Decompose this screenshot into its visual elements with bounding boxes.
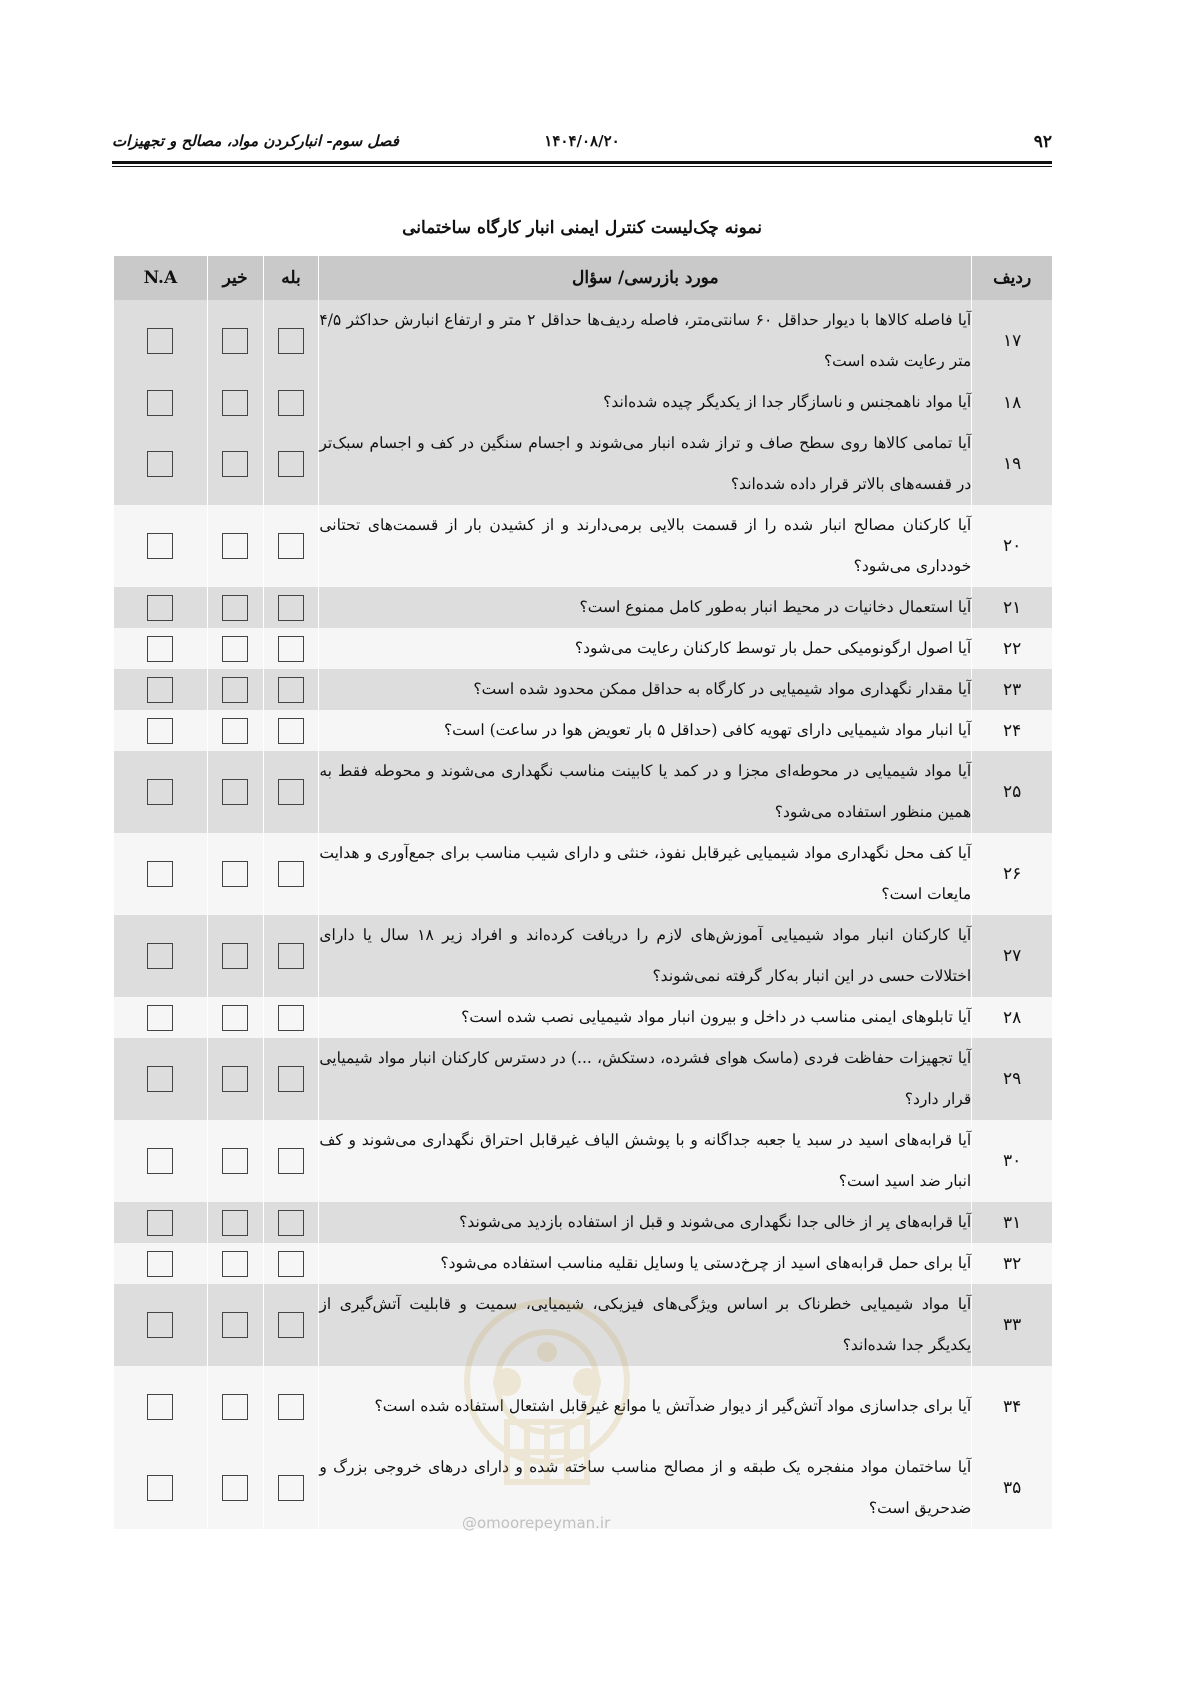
checkbox-no[interactable] [222, 1312, 248, 1338]
cell-na [114, 300, 207, 382]
checkbox-yes[interactable] [278, 328, 304, 354]
watermark-url: @omoorepeyman.ir [462, 1514, 611, 1532]
cell-na [114, 751, 207, 833]
cell-na [114, 669, 207, 710]
cell-yes [263, 833, 319, 915]
table-row [114, 669, 1052, 710]
cell-no [207, 1120, 263, 1202]
cell-na [114, 1366, 207, 1447]
table-row [114, 1038, 1052, 1120]
cell-no [207, 997, 263, 1038]
checkbox-yes[interactable] [278, 1312, 304, 1338]
cell-yes [263, 1243, 319, 1284]
checkbox-no[interactable] [222, 1066, 248, 1092]
table-row [114, 997, 1052, 1038]
checkbox-na[interactable] [147, 533, 173, 559]
question-text: آیا استعمال دخانیات در محیط انبار به‌طور کامل ممنوع است؟ [319, 587, 972, 628]
checkbox-na[interactable] [147, 1005, 173, 1031]
row-number: ۲۳ [972, 669, 1052, 710]
cell-no [207, 423, 263, 505]
cell-no [207, 1202, 263, 1243]
checkbox-yes[interactable] [278, 718, 304, 744]
question-text: آیا فاصله کالاها با دیوار حداقل ۶۰ سانتی‌متر، فاصله ردیف‌ها حداقل ۲ متر و ارتفاع انبارش حداکثر ۴/۵ متر رعایت شده است؟ [319, 300, 972, 382]
cell-no [207, 587, 263, 628]
checkbox-no[interactable] [222, 677, 248, 703]
row-number: ۳۴ [972, 1366, 1052, 1447]
question-text: آیا تجهیزات حفاظت فردی (ماسک هوای فشرده، دستکش، ...) در دسترس کارکنان انبار مواد شیمیایی قرار دارد؟ [319, 1038, 972, 1120]
cell-na [114, 1038, 207, 1120]
table-row [114, 751, 1052, 833]
question-text: آیا تابلوهای ایمنی مناسب در داخل و بیرون انبار مواد شیمیایی نصب شده است؟ [319, 997, 972, 1038]
cell-na [114, 1284, 207, 1366]
cell-na [114, 833, 207, 915]
checkbox-yes[interactable] [278, 779, 304, 805]
checkbox-na[interactable] [147, 1475, 173, 1501]
question-text: آیا قرابه‌های اسید در سبد یا جعبه جداگانه و با پوشش الیاف غیرقابل احتراق نگهداری می‌شوند و کف انبار ضد اسید است؟ [319, 1120, 972, 1202]
checkbox-no[interactable] [222, 779, 248, 805]
checkbox-na[interactable] [147, 779, 173, 805]
cell-na [114, 1243, 207, 1284]
cell-yes [263, 751, 319, 833]
checkbox-yes[interactable] [278, 1475, 304, 1501]
table-row [114, 1366, 1052, 1447]
header-question: مورد بازرسی/ سؤال [319, 256, 972, 300]
question-text: آیا قرابه‌های پر از خالی جدا نگهداری می‌شوند و قبل از استفاده بازدید می‌شوند؟ [319, 1202, 972, 1243]
cell-yes [263, 915, 319, 997]
checkbox-na[interactable] [147, 451, 173, 477]
cell-yes [263, 382, 319, 423]
cell-yes [263, 1447, 319, 1529]
question-text: آیا برای حمل قرابه‌های اسید از چرخ‌دستی یا وسایل نقلیه مناسب استفاده می‌شود؟ [319, 1243, 972, 1284]
row-number: ۱۸ [972, 382, 1052, 423]
checkbox-yes[interactable] [278, 943, 304, 969]
table-row [114, 505, 1052, 587]
checkbox-no[interactable] [222, 390, 248, 416]
cell-na [114, 423, 207, 505]
row-number: ۳۵ [972, 1447, 1052, 1529]
checkbox-yes[interactable] [278, 861, 304, 887]
header-date: ۱۴۰۴/۰۸/۲۰ [544, 132, 620, 150]
checkbox-yes[interactable] [278, 636, 304, 662]
question-text: آیا مواد ناهمجنس و ناسازگار جدا از یکدیگر چیده شده‌اند؟ [319, 382, 972, 423]
row-number: ۲۸ [972, 997, 1052, 1038]
row-number: ۱۹ [972, 423, 1052, 505]
checkbox-no[interactable] [222, 861, 248, 887]
cell-yes [263, 669, 319, 710]
cell-yes [263, 300, 319, 382]
table-row [114, 300, 1052, 382]
checkbox-na[interactable] [147, 1251, 173, 1277]
header-no: خیر [207, 256, 263, 300]
header-rule-thin [112, 166, 1052, 167]
cell-yes [263, 997, 319, 1038]
checkbox-na[interactable] [147, 943, 173, 969]
cell-na [114, 997, 207, 1038]
chapter-title: فصل سوم- انبارکردن مواد، مصالح و تجهیزات [112, 132, 399, 150]
cell-no [207, 1038, 263, 1120]
cell-yes [263, 423, 319, 505]
page-header [112, 128, 1052, 168]
table-row [114, 1202, 1052, 1243]
checkbox-na[interactable] [147, 328, 173, 354]
cell-yes [263, 1120, 319, 1202]
header-rule-thick [112, 161, 1052, 164]
checkbox-no[interactable] [222, 1475, 248, 1501]
checkbox-yes[interactable] [278, 1251, 304, 1277]
checkbox-na[interactable] [147, 861, 173, 887]
checklist-title: نمونه چک‌لیست کنترل ایمنی انبار کارگاه ساختمانی [402, 218, 762, 238]
checkbox-na[interactable] [147, 1312, 173, 1338]
checkbox-yes[interactable] [278, 677, 304, 703]
table-row [114, 1284, 1052, 1366]
checkbox-no[interactable] [222, 1210, 248, 1236]
row-number: ۲۶ [972, 833, 1052, 915]
cell-no [207, 1284, 263, 1366]
header-na: N.A [114, 256, 207, 300]
question-text: آیا تمامی کالاها روی سطح صاف و تراز شده انبار می‌شوند و اجسام سنگین در کف و اجسام سبک‌تر در قفسه‌های بالاتر قرار داده شده‌اند؟ [319, 423, 972, 505]
checkbox-yes[interactable] [278, 1148, 304, 1174]
checkbox-no[interactable] [222, 451, 248, 477]
checklist-table [114, 256, 1052, 1529]
table-row [114, 1120, 1052, 1202]
cell-yes [263, 1284, 319, 1366]
cell-no [207, 382, 263, 423]
cell-no [207, 1447, 263, 1529]
checkbox-no[interactable] [222, 1394, 248, 1420]
checkbox-yes[interactable] [278, 390, 304, 416]
checkbox-na[interactable] [147, 1394, 173, 1420]
cell-yes [263, 505, 319, 587]
table-row [114, 1243, 1052, 1284]
page-number: ۹۲ [1033, 132, 1052, 152]
checkbox-no[interactable] [222, 1251, 248, 1277]
cell-yes [263, 710, 319, 751]
checkbox-na[interactable] [147, 1148, 173, 1174]
question-text: آیا کارکنان انبار مواد شیمیایی آموزش‌های لازم را دریافت کرده‌اند و افراد زیر ۱۸ سال یا دارای اختلالات حسی در این انبار به‌کار گرفته نمی‌شوند؟ [319, 915, 972, 997]
row-number: ۲۲ [972, 628, 1052, 669]
cell-na [114, 1447, 207, 1529]
checkbox-yes[interactable] [278, 1005, 304, 1031]
row-number: ۳۳ [972, 1284, 1052, 1366]
checkbox-yes[interactable] [278, 1210, 304, 1236]
cell-no [207, 1243, 263, 1284]
table-row [114, 833, 1052, 915]
checkbox-no[interactable] [222, 328, 248, 354]
cell-na [114, 382, 207, 423]
table-body [114, 300, 1052, 1529]
checkbox-no[interactable] [222, 718, 248, 744]
question-text: آیا انبار مواد شیمیایی دارای تهویه کافی (حداقل ۵ بار تعویض هوا در ساعت) است؟ [319, 710, 972, 751]
question-text: آیا برای جداسازی مواد آتش‌گیر از دیوار ضدآتش یا موانع غیرقابل اشتعال استفاده شده است؟ [319, 1366, 972, 1447]
cell-na [114, 505, 207, 587]
checkbox-yes[interactable] [278, 451, 304, 477]
cell-yes [263, 587, 319, 628]
cell-yes [263, 628, 319, 669]
checkbox-no[interactable] [222, 636, 248, 662]
checkbox-no[interactable] [222, 595, 248, 621]
table-row [114, 382, 1052, 423]
cell-yes [263, 1366, 319, 1447]
row-number: ۳۲ [972, 1243, 1052, 1284]
question-text: آیا مقدار نگهداری مواد شیمیایی در کارگاه به حداقل ممکن محدود شده است؟ [319, 669, 972, 710]
row-number: ۲۵ [972, 751, 1052, 833]
checkbox-no[interactable] [222, 533, 248, 559]
cell-no [207, 1366, 263, 1447]
cell-na [114, 628, 207, 669]
checkbox-na[interactable] [147, 595, 173, 621]
cell-no [207, 300, 263, 382]
cell-no [207, 751, 263, 833]
header-yes: بله [263, 256, 319, 300]
cell-no [207, 505, 263, 587]
row-number: ۲۴ [972, 710, 1052, 751]
row-number: ۲۰ [972, 505, 1052, 587]
cell-na [114, 1120, 207, 1202]
checkbox-yes[interactable] [278, 1394, 304, 1420]
checkbox-na[interactable] [147, 1210, 173, 1236]
checkbox-yes[interactable] [278, 595, 304, 621]
row-number: ۲۹ [972, 1038, 1052, 1120]
checkbox-na[interactable] [147, 1066, 173, 1092]
checkbox-na[interactable] [147, 636, 173, 662]
row-number: ۲۱ [972, 587, 1052, 628]
table-row [114, 915, 1052, 997]
checkbox-na[interactable] [147, 390, 173, 416]
row-number: ۱۷ [972, 300, 1052, 382]
cell-na [114, 1202, 207, 1243]
checkbox-na[interactable] [147, 718, 173, 744]
cell-na [114, 710, 207, 751]
question-text: آیا مواد شیمیایی خطرناک بر اساس ویژگی‌های فیزیکی، شیمیایی، سمیت و قابلیت آتش‌گیری از یکدیگر جدا شده‌اند؟ [319, 1284, 972, 1366]
checkbox-yes[interactable] [278, 533, 304, 559]
cell-no [207, 628, 263, 669]
cell-na [114, 587, 207, 628]
question-text: آیا کارکنان مصالح انبار شده را از قسمت بالایی برمی‌دارند و از کشیدن بار از قسمت‌های تحتانی خودداری می‌شود؟ [319, 505, 972, 587]
cell-no [207, 833, 263, 915]
table-row [114, 423, 1052, 505]
table-row [114, 587, 1052, 628]
question-text: آیا ساختمان مواد منفجره یک طبقه و از مصالح مناسب ساخته شده و دارای درهای خروجی بزرگ و ضدحریق است؟ [319, 1447, 972, 1529]
row-number: ۳۰ [972, 1120, 1052, 1202]
question-text: آیا اصول ارگونومیکی حمل بار توسط کارکنان رعایت می‌شود؟ [319, 628, 972, 669]
cell-no [207, 710, 263, 751]
checkbox-no[interactable] [222, 1005, 248, 1031]
question-text: آیا مواد شیمیایی در محوطه‌ای مجزا و در کمد یا کابینت مناسب نگهداری می‌شوند و محوطه فقط به همین منظور استفاده می‌شود؟ [319, 751, 972, 833]
checkbox-no[interactable] [222, 943, 248, 969]
cell-yes [263, 1038, 319, 1120]
cell-no [207, 915, 263, 997]
row-number: ۲۷ [972, 915, 1052, 997]
checkbox-na[interactable] [147, 677, 173, 703]
cell-na [114, 915, 207, 997]
checkbox-yes[interactable] [278, 1066, 304, 1092]
table-header-row [114, 256, 1052, 300]
header-row-number: ردیف [972, 256, 1052, 300]
row-number: ۳۱ [972, 1202, 1052, 1243]
cell-yes [263, 1202, 319, 1243]
table-row [114, 710, 1052, 751]
question-text: آیا کف محل نگهداری مواد شیمیایی غیرقابل نفوذ، خنثی و دارای شیب مناسب برای جمع‌آوری و هدایت مایعات است؟ [319, 833, 972, 915]
checkbox-no[interactable] [222, 1148, 248, 1174]
table-row [114, 628, 1052, 669]
cell-no [207, 669, 263, 710]
